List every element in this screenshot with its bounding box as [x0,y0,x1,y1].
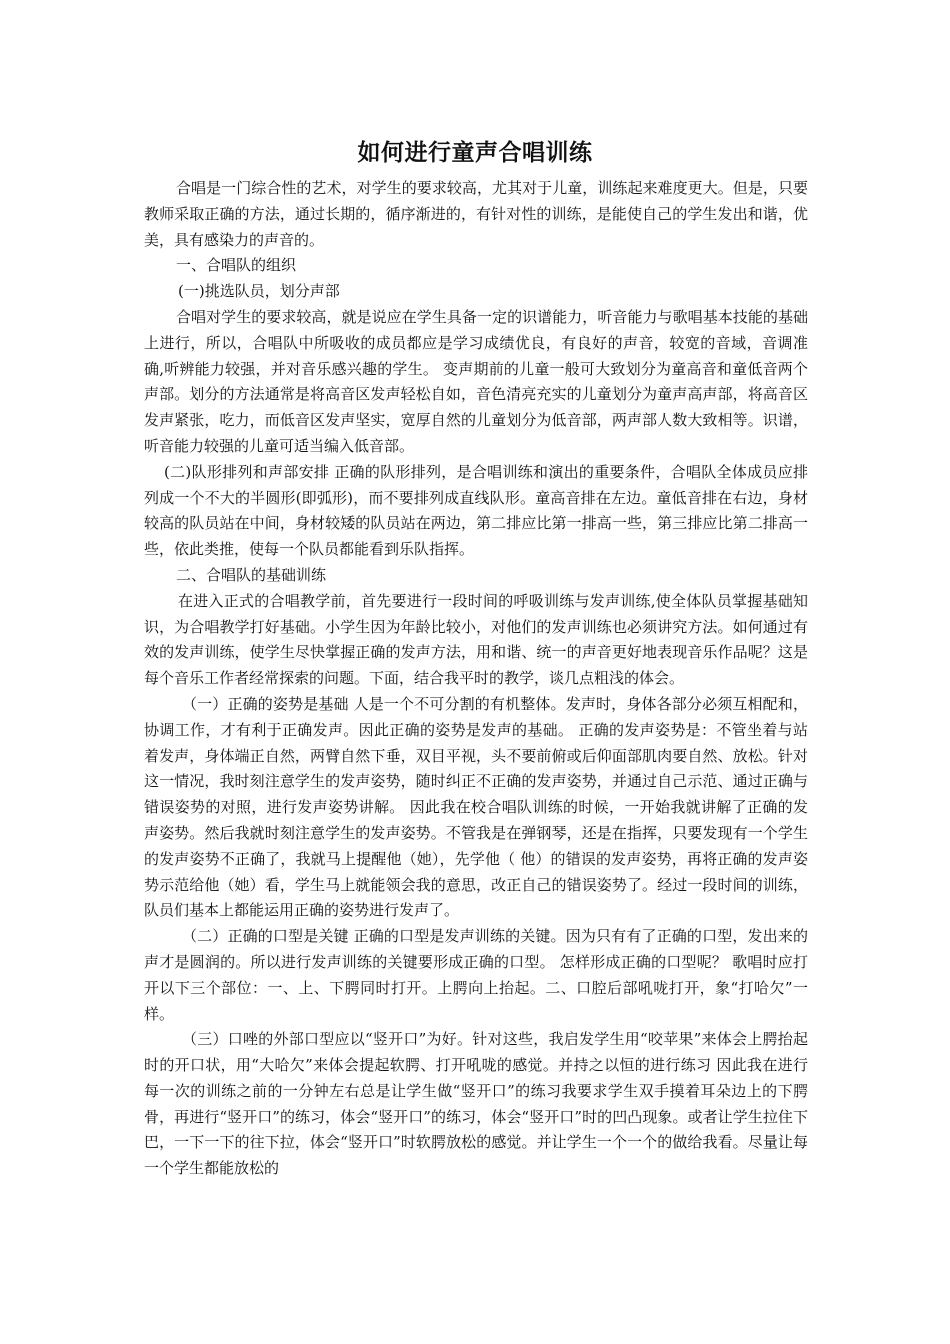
subsection-heading-1-1: (一)挑选队员，划分声部 [178,282,340,301]
section-heading-1: 一、合唱队的组织 [176,256,297,275]
paragraph-mouth-shape: （二）正确的口型是关键 正确的口型是发声训练的关键。因为只有有了正确的口型，发出来的声才是圆润的。所以进行发声训练的关键要形成正确的口型。 怎样形成正确的口型呢？ 歌唱时应打开以下三个部位：一、上、下腭同时打开。上腭向上抬起。二、口腔后部吼咙打开，象“打哈欠”一样。 [144,927,808,1023]
document-body [144,176,808,1182]
document-title: 如何进行童声合唱训练 [357,140,593,166]
paragraph-basic-training: 在进入正式的合唱教学前，首先要进行一段时间的呼吸训练与发声训练,使全体队员掌握基础知识，为合唱教学打好基础。小学生因为年龄比较小，对他们的发声训练也必须讲究方法。如何通过有效的发声训练，使学生尽快掌握正确的发声方法，用和谐、统一的声音更好地表现音乐作品呢？这是每个音乐工作者经常探索的问题。下面，结合我平时的教学，谈几点粗浅的体会。 [144,591,808,688]
paragraph-intro: 合唱是一门综合性的艺术，对学生的要求较高，尤其对于儿童，训练起来难度更大。但是，只要教师采取正确的方法，通过长期的，循序渐进的，有针对性的训练，是能使自己的学生发出和谐，优美，具有感染力的声音的。 [144,179,808,249]
paragraph-formation: (二)队形排列和声部安排 正确的队形排列，是合唱训练和演出的重要条件，合唱队全体成员应排列成一个不大的半圆形(即弧形)，而不要排列成直线队形。童高音排在左边。童低音排在右边，身材较高的队员站在中间，身材较矮的队员站在两边，第二排应比第一排高一些，第三排应比第二排高一些，依此类推，使每一个队员都能看到乐队指挥。 [144,462,808,559]
paragraph-voice-selection: 合唱对学生的要求较高，就是说应在学生具备一定的识谱能力，听音能力与歌唱基本技能的基础上进行，所以，合唱队中所吸收的成员都应是学习成绩优良，有良好的声音，较宽的音域，音调准确,听辨能力较强，并对音乐感兴趣的学生。 变声期前的儿童一般可大致划分为童高音和童低音两个声部。划分的方法通常是将高音区发声轻松自如，音色清亮充实的儿童划分为童声高声部，将高音区发声紧张，吃力，而低音区发声坚实，宽厚自然的儿童划分为低音部，两声部人数大致相等。识谱，听音能力较强的儿童可适当编入低音部。 [144,307,808,455]
section-heading-2: 二、合唱队的基础训练 [176,565,327,584]
paragraph-vertical-opening: （三）口唑的外部口型应以“竖开口”为好。针对这些，我启发学生用“咬苹果”来体会上腭抬起时的开口状，用“大哈欠”来体会提起软腭、打开吼咙的感觉。并持之以恒的进行练习 因此我在进行每一次的训练之前的一分钟左右总是让学生做“竖开口”的练习我要求学生双手摸着耳朵边上的下腭骨，再进行“竖开口”的练习，体会“竖开口”的练习，体会“竖开口”时的凹凸现象。或者让学生拉住下巴，一下一下的往下拉，体会“竖开口”时软腭放松的感觉。并让学生一个一个的做给我看。尽量让每一个学生都能放松的 [144,1030,808,1178]
paragraph-posture: （一）正确的姿势是基础 人是一个不可分割的有机整体。发声时，身体各部分必须互相配和，协调工作，才有利于正确发声。因此正确的姿势是发声的基础。 正确的发声姿势是：不管坐着与站着发声，身体端正自然，两臂自然下垂，双目平视，头不要前俯或后仰面部肌肉要自然、放松。针对这一情况，我时刻注意学生的发声姿势，随时纠正不正确的发声姿势，并通过自己示范、通过正确与错误姿势的对照，进行发声姿势讲解。 因此我在校合唱队训练的时候，一开始我就讲解了正确的发声姿势。然后我就时刻注意学生的发声姿势。不管我是在弹钢琴，还是在指挥，只要发现有一个学生的发声姿势不正确了，我就马上提醒他（她），先学他（ 他）的错误的发声姿势，再将正确的发声姿势示范给他（她）看，学生马上就能领会我的意思，改正自己的错误姿势了。经过一段时间的训练，队员们基本上都能运用正确的姿势进行发声了。 [144,694,808,920]
